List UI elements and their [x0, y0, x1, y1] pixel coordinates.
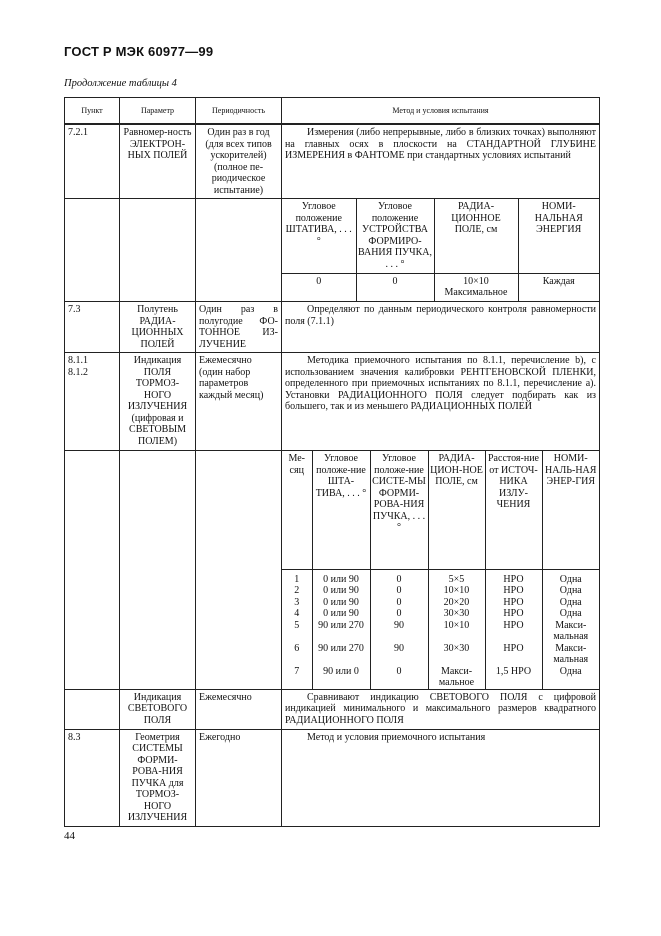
parameter-cell: Равномер-ность ЭЛЕКТРОН-НЫХ ПОЛЕЙ — [120, 124, 196, 199]
subheader-gantry: Угловое положение ШТАТИВА, . . . ° — [285, 201, 352, 247]
header-periodicity: Периодичность — [196, 98, 282, 125]
monthly-cell: 0 или 90 — [312, 608, 370, 620]
item-cell: 7.3 — [65, 302, 120, 353]
parameter-cell: Геометрия СИСТЕМЫ ФОРМИ-РОВА-НИЯ ПУЧКА для ТОРМОЗ-НОГО ИЗЛУЧЕНИЯ — [120, 729, 196, 826]
monthly-cell: НРО — [485, 569, 542, 585]
method-cell: Метод и условия приемочного испытания — [282, 729, 600, 826]
page-number: 44 — [64, 830, 75, 842]
test-table — [64, 97, 600, 827]
monthly-cell: 0 — [370, 585, 428, 597]
header-item: Пункт — [65, 98, 120, 125]
subheader-collimator: Угловое положение УСТРОЙСТВА ФОРМИРО-ВАНИЯ ПУЧКА, . . . ° — [356, 199, 434, 273]
document-header: ГОСТ Р МЭК 60977—99 — [64, 44, 214, 59]
item-cell — [65, 353, 120, 451]
parameter-cell: Индикация ПОЛЯ ТОРМОЗ-НОГО ИЗЛУЧЕНИЯ (цифровая и СВЕТОВЫМ ПОЛЕМ) — [120, 353, 196, 451]
monthly-cell: Макси-мальная — [542, 643, 599, 666]
monthly-cell: 90 или 0 — [312, 666, 370, 689]
subcell: Каждая — [518, 273, 599, 301]
monthly-cell: 0 — [370, 569, 428, 585]
table-row — [65, 199, 600, 302]
monthly-cell: 1 — [282, 569, 312, 585]
subheader-energy: НОМИ-НАЛЬ-НАЯ ЭНЕР-ГИЯ — [542, 451, 599, 569]
energy-subtable-cell — [282, 199, 600, 302]
monthly-cell: Одна — [542, 569, 599, 585]
table-row — [65, 451, 600, 690]
subcell: 0 — [356, 273, 434, 301]
subheader-field: РАДИА-ЦИОННОЕ ПОЛЕ, см — [434, 199, 518, 273]
subheader-collimator: Угловое положе-ние СИСТЕ-МЫ ФОРМИ-РОВА-НИЯ ПУЧКА, . . . ° — [370, 451, 428, 569]
monthly-row — [282, 608, 599, 620]
monthly-cell: Макси-мальное — [428, 666, 485, 689]
monthly-cell: 10×10 — [428, 620, 485, 643]
monthly-cell: Одна — [542, 608, 599, 620]
table-row — [65, 302, 600, 353]
monthly-row — [282, 620, 599, 643]
periodicity-cell: Один раз в год (для всех типов ускорителей) (полное пе-риодическое испытание) — [196, 124, 282, 199]
periodicity-cell: Ежемесячно (один набор параметров каждый месяц) — [196, 353, 282, 451]
monthly-cell: Одна — [542, 597, 599, 609]
parameter-cell: Полутень РАДИА-ЦИОННЫХ ПОЛЕЙ — [120, 302, 196, 353]
periodicity-cell: Один раз в полугодие ФО-ТОННОЕ ИЗ-ЛУЧЕНИЕ — [196, 302, 282, 353]
subcell: 10×10 Максимальное — [434, 273, 518, 301]
monthly-cell: 20×20 — [428, 597, 485, 609]
periodicity-cell: Ежегодно — [196, 729, 282, 826]
item-cell — [65, 689, 120, 729]
monthly-cell: Одна — [542, 585, 599, 597]
monthly-row — [282, 643, 599, 666]
monthly-cell: 90 — [370, 620, 428, 643]
monthly-cell: 0 — [370, 666, 428, 689]
monthly-cell: 0 или 90 — [312, 597, 370, 609]
table-row — [65, 689, 600, 729]
monthly-cell: 7 — [294, 665, 300, 677]
monthly-cell: НРО — [485, 608, 542, 620]
table-row — [65, 353, 600, 451]
monthly-cell: НРО — [485, 643, 542, 666]
monthly-cell: НРО — [485, 597, 542, 609]
monthly-cell: 0 или 90 — [312, 569, 370, 585]
parameter-cell: Индикация СВЕТОВОГО ПОЛЯ — [120, 689, 196, 729]
electron-subtable — [282, 199, 599, 301]
monthly-subtable — [282, 451, 599, 689]
monthly-cell: 90 или 270 — [312, 643, 370, 666]
subheader-energy: НОМИ-НАЛЬНАЯ ЭНЕРГИЯ — [518, 199, 599, 273]
monthly-cell: Макси-мальная — [542, 620, 599, 643]
monthly-cell: НРО — [485, 585, 542, 597]
subheader-gantry: Угловое положе-ние ШТА-ТИВА, . . . ° — [312, 451, 370, 569]
monthly-row — [282, 585, 599, 597]
method-cell: Определяют по данным периодического контроля равномерности поля (7.1.1) — [282, 302, 600, 353]
monthly-cell: 6 — [294, 642, 300, 654]
method-cell: Сравнивают индикацию СВЕТОВОГО ПОЛЯ с цифровой индикацией минимального и максимального размеров квадратного РАДИАЦИОННОГО ПОЛЯ — [282, 689, 600, 729]
monthly-cell: 1,5 НРО — [485, 666, 542, 689]
periodicity-cell: Ежемесячно — [196, 689, 282, 729]
monthly-cell: Одна — [542, 666, 599, 689]
monthly-cell: 30×30 — [428, 608, 485, 620]
monthly-row — [282, 569, 599, 585]
monthly-cell: 0 — [370, 597, 428, 609]
table-continuation-caption: Продолжение таблицы 4 — [64, 78, 177, 89]
monthly-cell: НРО — [485, 620, 542, 643]
header-method: Метод и условия испытания — [282, 98, 600, 125]
item-cell: 7.2.1 — [65, 124, 120, 199]
item-number: 8.1.1 — [68, 355, 88, 366]
monthly-cell: 30×30 — [428, 643, 485, 666]
monthly-cell: 90 или 270 — [312, 620, 370, 643]
monthly-cell: 90 — [370, 643, 428, 666]
monthly-cell: 2 — [294, 585, 300, 596]
subcell: 0 — [282, 273, 356, 301]
monthly-row — [282, 597, 599, 609]
monthly-cell: 0 или 90 — [312, 585, 370, 597]
table-row — [65, 729, 600, 826]
table-header-row — [65, 98, 600, 125]
monthly-cell: 5×5 — [428, 569, 485, 585]
header-parameter: Параметр — [120, 98, 196, 125]
method-cell: Методика приемочного испытания по 8.1.1, перечисление b), с использованием значения калибровки РЕНТГЕНОВСКОЙ ПЛЕНКИ, определенного при приемочных испытаниях по 8.1.1, перечисление a). Установки РАДИАЦИОННОГО ПОЛЯ следует подбирать как из большего, так и из меньшего РАДИАЦИОННЫХ ПОЛЕЙ — [282, 353, 600, 451]
monthly-cell: 10×10 — [428, 585, 485, 597]
subheader-field: РАДИА-ЦИОН-НОЕ ПОЛЕ, см — [428, 451, 485, 569]
subheader-month: Ме-сяц — [288, 453, 306, 476]
item-number: 8.1.2 — [68, 366, 88, 378]
table-row — [65, 124, 600, 199]
monthly-row — [282, 666, 599, 689]
monthly-cell: 0 — [370, 608, 428, 620]
method-cell: Измерения (либо непрерывные, либо в близких точках) выполняют на главных осях в плоскости на СТАНДАРТНОЙ ГЛУБИНЕ ИЗМЕРЕНИЯ в ФАНТОМЕ при стандартных условиях испытаний — [282, 124, 600, 199]
monthly-subtable-cell — [282, 451, 600, 690]
monthly-cell: 3 — [294, 596, 300, 608]
subheader-distance: Расстоя-ние от ИСТОЧ-НИКА ИЗЛУ-ЧЕНИЯ — [485, 451, 542, 569]
monthly-cell: 5 — [294, 619, 300, 631]
item-cell: 8.3 — [65, 729, 120, 826]
monthly-cell: 4 — [294, 608, 300, 619]
